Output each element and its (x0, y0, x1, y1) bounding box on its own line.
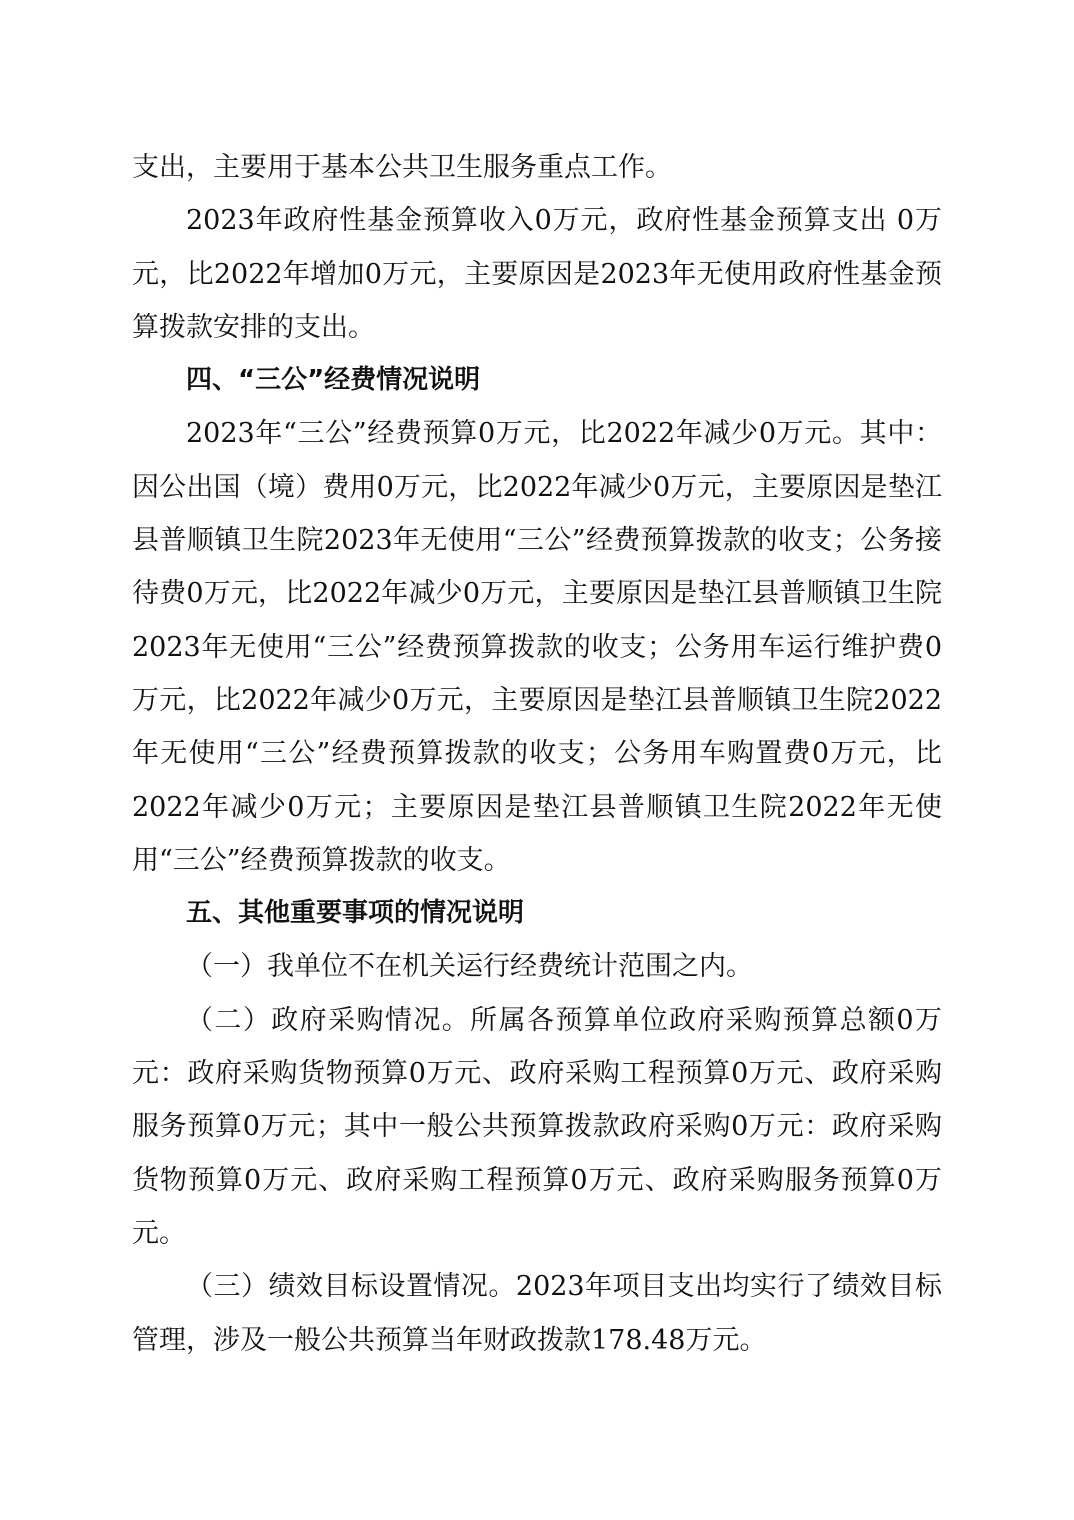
paragraph-performance-targets: （三）绩效目标设置情况。2023年项目支出均实行了绩效目标管理，涉及一般公共预算当年财政拨款178.48万元。 (132, 1271, 942, 1356)
paragraph-government-procurement: （二）政府采购情况。所属各预算单位政府采购预算总额0万元：政府采购货物预算0万元、政府采购工程预算0万元、政府采购服务预算0万元；其中一般公共预算拨款政府采购0万元：政府采购货物预算0万元、政府采购工程预算0万元、政府采购服务预算0万元。 (132, 1004, 942, 1249)
section-heading-three-public: 四、“三公”经费情况说明 (186, 365, 481, 396)
paragraph-three-public-expenses: 2023年“三公”经费预算0万元，比2022年减少0万元。其中：因公出国（境）费用0万元，比2022年减少0万元，主要原因是垫江县普顺镇卫生院2023年无使用“三公”经费预算拨款的收支；公务接待费0万元，比2022年减少0万元，主要原因是垫江县普顺镇卫生院2023年无使用“三公”经费预算拨款的收支；公务用车运行维护费0万元，比2022年减少0万元，主要原因是垫江县普顺镇卫生院2022年无使用“三公”经费预算拨款的收支；公务用车购置费0万元，比2022年减少0万元；主要原因是垫江县普顺镇卫生院2022年无使用“三公”经费预算拨款的收支。 (132, 418, 942, 876)
paragraph-continuation: 支出，主要用于基本公共卫生服务重点工作。 (132, 152, 672, 183)
paragraph-operating-expenses: （一）我单位不在机关运行经费统计范围之内。 (186, 951, 753, 983)
document-body (132, 141, 942, 1367)
paragraph-fund-budget: 2023年政府性基金预算收入0万元，政府性基金预算支出 0万元，比2022年增加0万元，主要原因是2023年无使用政府性基金预算拨款安排的支出。 (132, 205, 942, 343)
section-heading-other-matters: 五、其他重要事项的情况说明 (186, 898, 525, 929)
